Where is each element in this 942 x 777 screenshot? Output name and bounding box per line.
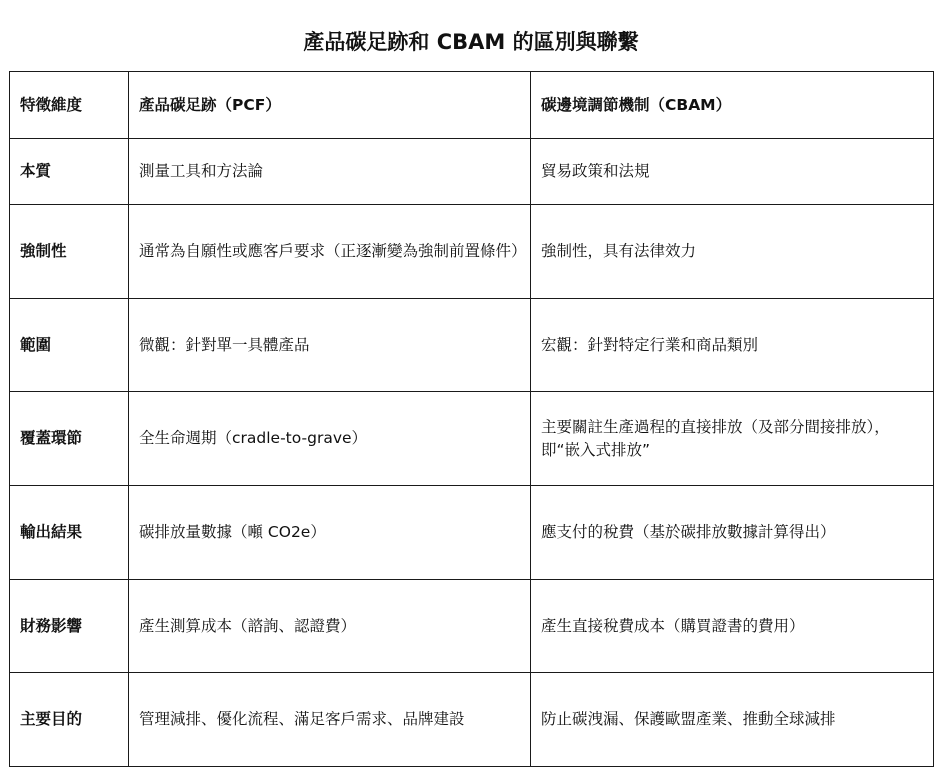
comparison-table (9, 71, 934, 767)
table-row (10, 580, 934, 673)
table-header-row (10, 72, 934, 139)
row-dimension: 財務影響 (10, 580, 129, 673)
header-pcf: 產品碳足跡（PCF） (129, 72, 531, 139)
table-row (10, 205, 934, 299)
row-pcf-cell: 產生測算成本（諮詢、認證費） (129, 580, 531, 673)
row-cbam-cell: 貿易政策和法規 (531, 139, 934, 205)
table-row (10, 673, 934, 767)
row-dimension: 覆蓋環節 (10, 392, 129, 486)
row-pcf-cell: 測量工具和方法論 (129, 139, 531, 205)
row-cbam-cell: 應支付的稅費（基於碳排放數據計算得出） (531, 486, 934, 580)
row-cbam-cell: 強制性，具有法律效力 (531, 205, 934, 299)
page-title: 產品碳足跡和 CBAM 的區別與聯繫 (303, 30, 639, 54)
row-cbam-cell: 防止碳洩漏、保護歐盟產業、推動全球減排 (531, 673, 934, 767)
row-cbam-cell: 產生直接稅費成本（購買證書的費用） (531, 580, 934, 673)
table-row (10, 139, 934, 205)
row-pcf-cell: 通常為自願性或應客戶要求（正逐漸變為強制前置條件） (129, 205, 531, 299)
header-dimension: 特徵維度 (10, 72, 129, 139)
header-cbam: 碳邊境調節機制（CBAM） (531, 72, 934, 139)
row-dimension: 強制性 (10, 205, 129, 299)
row-dimension: 範圍 (10, 299, 129, 392)
table-row (10, 486, 934, 580)
row-cbam-cell: 宏觀：針對特定行業和商品類別 (531, 299, 934, 392)
row-pcf-cell: 微觀：針對單一具體產品 (129, 299, 531, 392)
row-dimension: 本質 (10, 139, 129, 205)
row-pcf-cell: 全生命週期（cradle-to-grave） (129, 392, 531, 486)
table-row (10, 299, 934, 392)
table-row (10, 392, 934, 486)
row-cbam-cell: 主要關註生產過程的直接排放（及部分間接排放），即“嵌入式排放” (531, 392, 934, 486)
row-pcf-cell: 管理減排、優化流程、滿足客戶需求、品牌建設 (129, 673, 531, 767)
row-dimension: 輸出結果 (10, 486, 129, 580)
row-dimension: 主要目的 (10, 673, 129, 767)
row-pcf-cell: 碳排放量數據（噸 CO2e） (129, 486, 531, 580)
